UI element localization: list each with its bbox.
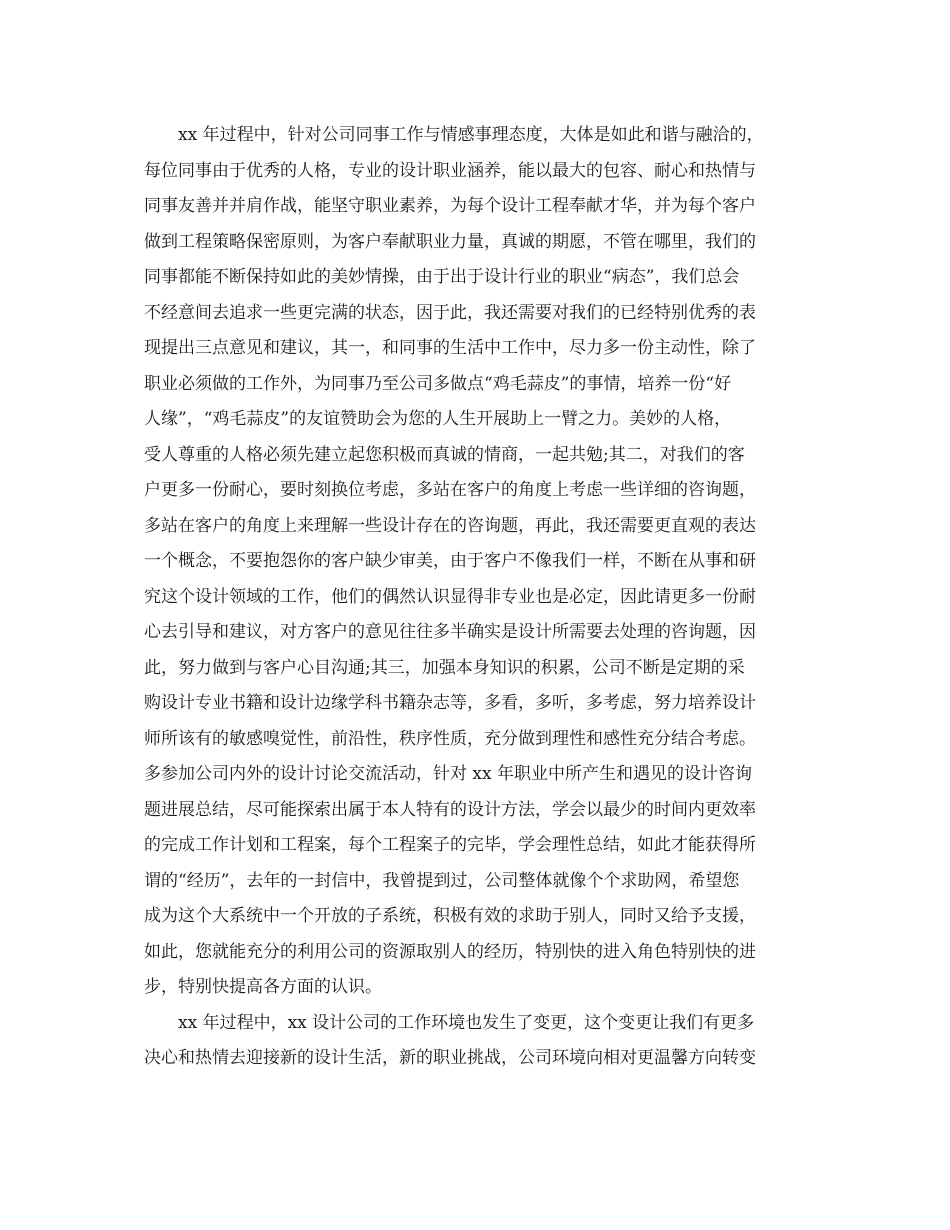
text-line: 决心和热情去迎接新的设计生活，新的职业挑战，公司环境向相对更温馨方向转变 bbox=[144, 1048, 756, 1068]
paragraph bbox=[144, 118, 820, 1006]
text-line: 师所该有的敏感嗅觉性，前沿性，秩序性质，充分做到理性和感性充分结合考虑。 bbox=[144, 728, 756, 749]
text-line: 受人尊重的人格必须先建立起您积极而真诚的情商，一起共勉;其二，对我们的客 bbox=[144, 444, 745, 465]
text-line: 做到工程策略保密原则，为客户奉献职业力量，真诚的期愿，不管在哪里，我们的 bbox=[144, 231, 756, 252]
text-line: 一个概念，不要抱怨你的客户缺少审美，由于客户不像我们一样，不断在从事和研 bbox=[144, 551, 756, 571]
text-line: 同事都能不断保持如此的美妙情操，由于出于设计行业的职业“病态”，我们总会 bbox=[144, 267, 740, 287]
text-line: 职业必须做的工作外，为同事乃至公司多做点“鸡毛蒜皮”的事情，培养一份“好 bbox=[144, 373, 732, 394]
text-line: 此，努力做到与客户心目沟通;其三，加强本身知识的积累，公司不断是定期的采 bbox=[144, 657, 745, 678]
text-line: 每位同事由于优秀的人格，专业的设计职业涵养，能以最大的包容、耐心和热情与 bbox=[144, 160, 756, 181]
text-line: xx 年过程中，针对公司同事工作与情感事理态度，大体是如此和谐与融洽的， bbox=[178, 125, 764, 145]
text-line: 成为这个大系统中一个开放的子系统，积极有效的求助于别人，同时又给予支援， bbox=[144, 906, 756, 926]
text-line: 如此，您就能充分的利用公司的资源取别人的经历，特别快的进入角色特别快的进 bbox=[144, 941, 756, 962]
text-line: 多站在客户的角度上来理解一些设计存在的咨询题，再此，我还需要更直观的表达 bbox=[144, 515, 756, 536]
text-line: 购设计专业书籍和设计边缘学科书籍杂志等，多看，多听，多考虑，努力培养设计 bbox=[144, 693, 756, 713]
text-line: 人缘”，“鸡毛蒜皮”的友谊赞助会为您的人生开展助上一臂之力。美妙的人格， bbox=[144, 409, 732, 429]
text-line: 现提出三点意见和建议，其一，和同事的生活中工作中，尽力多一份主动性，除了 bbox=[144, 338, 756, 358]
text-line: xx 年过程中，xx 设计公司的工作环境也发生了变更，这个变更让我们有更多 bbox=[178, 1012, 755, 1033]
text-line: 同事友善并并肩作战，能坚守职业素养，为每个设计工程奉献才华，并为每个客户 bbox=[144, 196, 756, 216]
text-line: 的完成工作计划和工程案，每个工程案子的完毕，学会理性总结，如此才能获得所 bbox=[144, 835, 756, 855]
text-line: 心去引导和建议，对方客户的意见往往多半确实是设计所需要去处理的咨询题，因 bbox=[144, 622, 756, 642]
text-line: 户更多一份耐心，要时刻换位考虑，多站在客户的角度上考虑一些详细的咨询题， bbox=[144, 480, 756, 500]
document-body bbox=[144, 118, 820, 1077]
text-line: 题进展总结，尽可能探索出属于本人特有的设计方法，学会以最少的时间内更效率 bbox=[144, 799, 756, 820]
text-line: 多参加公司内外的设计讨论交流活动，针对 xx 年职业中所产生和遇见的设计咨询 bbox=[144, 764, 752, 784]
text-line: 谓的“经历”，去年的一封信中，我曾提到过，公司整体就像个个求助网，希望您 bbox=[144, 870, 740, 891]
text-line: 究这个设计领域的工作，他们的偶然认识显得非专业也是必定，因此请更多一份耐 bbox=[144, 586, 756, 607]
paragraph bbox=[144, 1006, 820, 1077]
text-line: 不经意间去追求一些更完满的状态，因于此，我还需要对我们的已经特别优秀的表 bbox=[144, 302, 756, 323]
text-line: 步，特别快提高各方面的认识。 bbox=[144, 977, 382, 997]
